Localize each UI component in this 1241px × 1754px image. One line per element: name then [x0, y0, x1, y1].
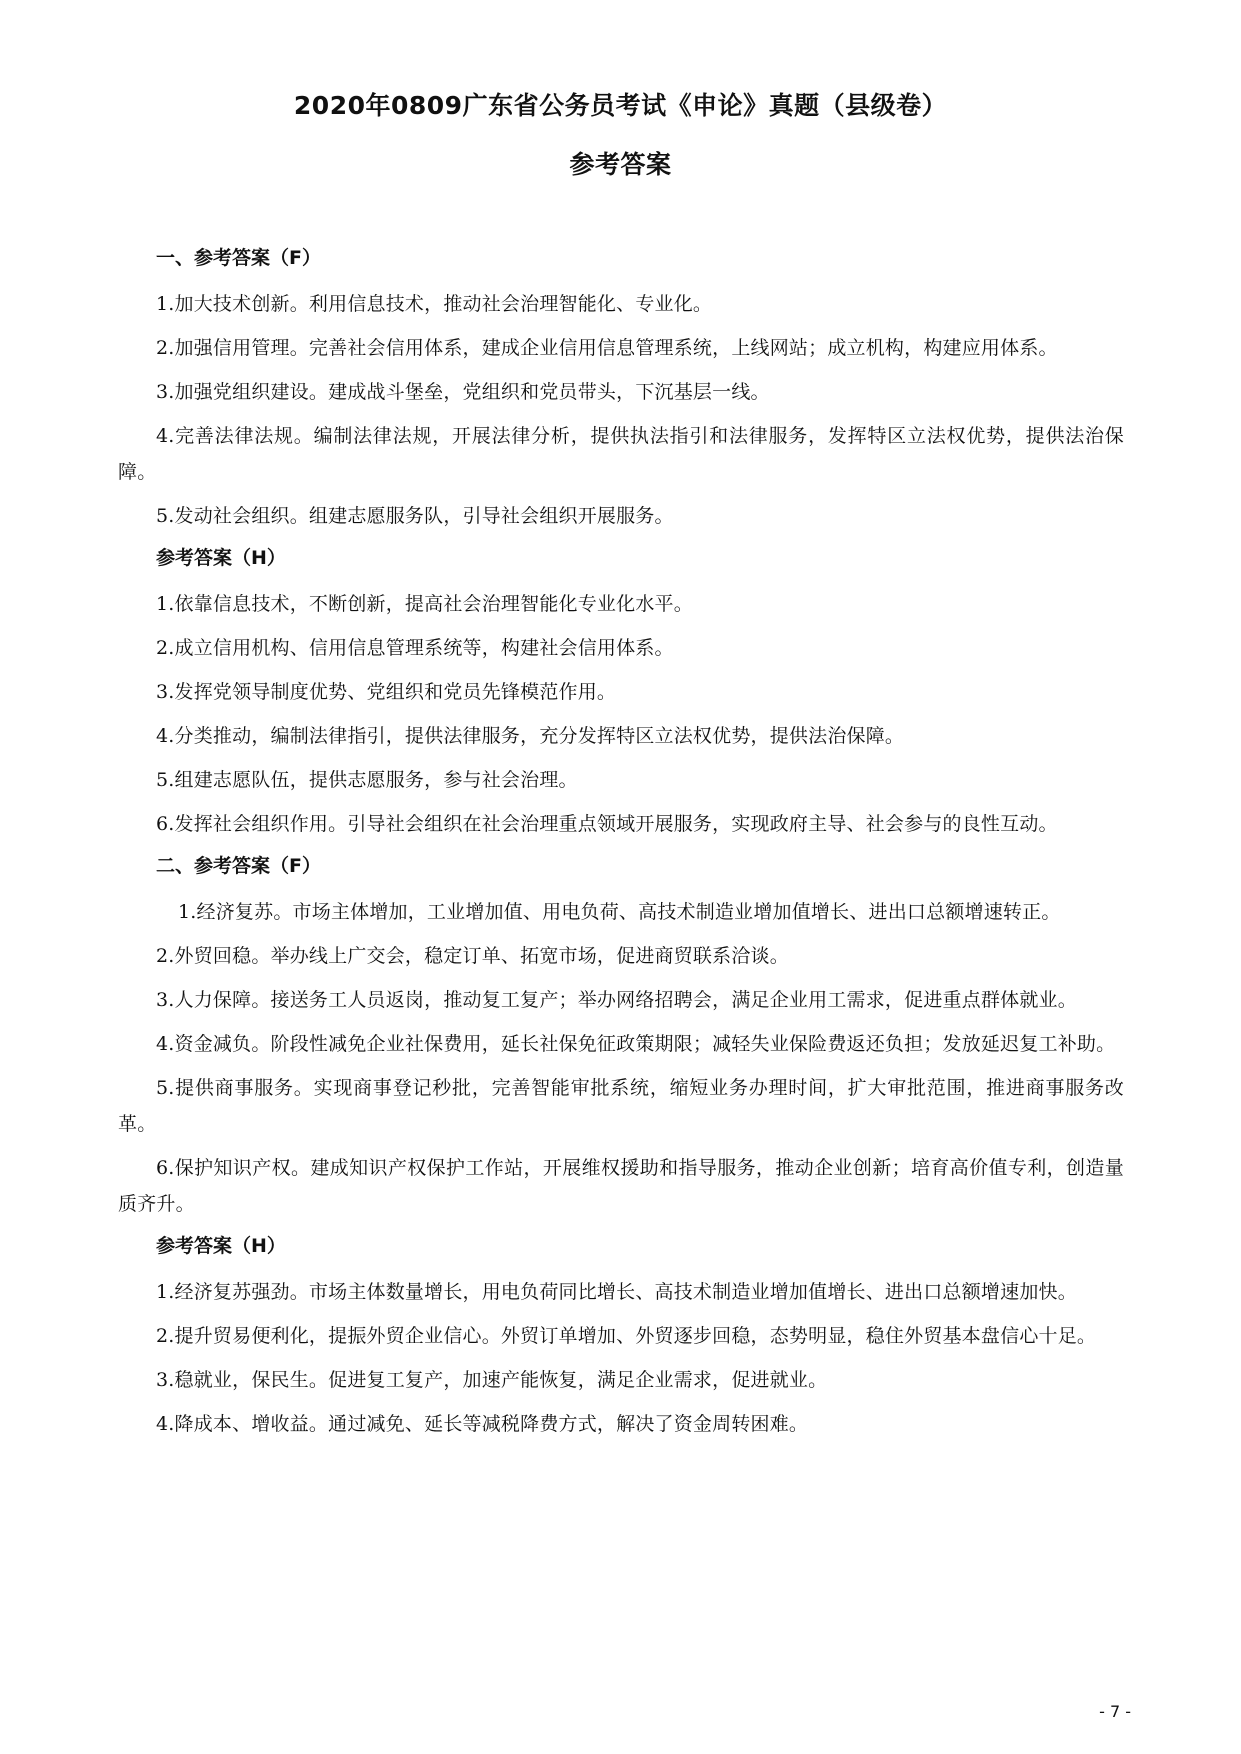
answer-item: 3.稳就业，保民生。促进复工复产，加速产能恢复，满足企业需求，促进就业。 [156, 1369, 828, 1391]
answer-item: 2.外贸回稳。举办线上广交会，稳定订单、拓宽市场，促进商贸联系洽谈。 [156, 945, 789, 967]
answer-item: 5.发动社会组织。组建志愿服务队，引导社会组织开展服务。 [156, 505, 674, 527]
answer-item: 2.提升贸易便利化，提振外贸企业信心。外贸订单增加、外贸逐步回稳，态势明显，稳住外贸基本盘信心十足。 [156, 1325, 1097, 1347]
answer-content [118, 242, 1124, 1450]
answer-item: 6.保护知识产权。建成知识产权保护工作站，开展维权援助和指导服务，推动企业创新；培育高价值专利，创造量质齐升。 [118, 1157, 1124, 1215]
answer-item: 2.加强信用管理。完善社会信用体系，建成企业信用信息管理系统，上线网站；成立机构，构建应用体系。 [156, 337, 1058, 359]
page-number: - 7 - [1099, 1702, 1131, 1721]
answer-item: 4.完善法律法规。编制法律法规，开展法律分析，提供执法指引和法律服务，发挥特区立法权优势，提供法治保障。 [118, 425, 1124, 483]
answer-item: 4.降成本、增收益。通过减免、延长等减税降费方式，解决了资金周转困难。 [156, 1413, 809, 1435]
answer-item: 1.加大技术创新。利用信息技术，推动社会治理智能化、专业化。 [156, 293, 713, 315]
section-heading: 二、参考答案（F） [156, 855, 321, 877]
answer-item: 1.依靠信息技术，不断创新，提高社会治理智能化专业化水平。 [156, 593, 693, 615]
answer-item: 5.组建志愿队伍，提供志愿服务，参与社会治理。 [156, 769, 578, 791]
answer-item: 1.经济复苏强劲。市场主体数量增长，用电负荷同比增长、高技术制造业增加值增长、进出口总额增速加快。 [156, 1281, 1077, 1303]
answer-item: 5.提供商事服务。实现商事登记秒批，完善智能审批系统，缩短业务办理时间，扩大审批范围，推进商事服务改革。 [118, 1077, 1124, 1135]
page-subtitle: 参考答案 [569, 150, 672, 179]
section-heading: 参考答案（H） [156, 547, 286, 569]
answer-item: 3.加强党组织建设。建成战斗堡垒，党组织和党员带头，下沉基层一线。 [156, 381, 770, 403]
answer-item: 6.发挥社会组织作用。引导社会组织在社会治理重点领域开展服务，实现政府主导、社会参与的良性互动。 [156, 813, 1058, 835]
page-title: 2020年0809广东省公务员考试《申论》真题（县级卷） [293, 91, 948, 120]
answer-item: 3.人力保障。接送务工人员返岗，推动复工复产；举办网络招聘会，满足企业用工需求，促进重点群体就业。 [156, 989, 1077, 1011]
section-heading: 一、参考答案（F） [156, 247, 321, 269]
answer-item: 4.资金减负。阶段性减免企业社保费用，延长社保免征政策期限；减轻失业保险费返还负担；发放延迟复工补助。 [156, 1033, 1116, 1055]
section-heading: 参考答案（H） [156, 1235, 286, 1257]
answer-item: 3.发挥党领导制度优势、党组织和党员先锋模范作用。 [156, 681, 617, 703]
answer-item: 1.经济复苏。市场主体增加，工业增加值、用电负荷、高技术制造业增加值增长、进出口总额增速转正。 [178, 901, 1061, 923]
answer-item: 4.分类推动，编制法律指引，提供法律服务，充分发挥特区立法权优势，提供法治保障。 [156, 725, 905, 747]
answer-item: 2.成立信用机构、信用信息管理系统等，构建社会信用体系。 [156, 637, 674, 659]
